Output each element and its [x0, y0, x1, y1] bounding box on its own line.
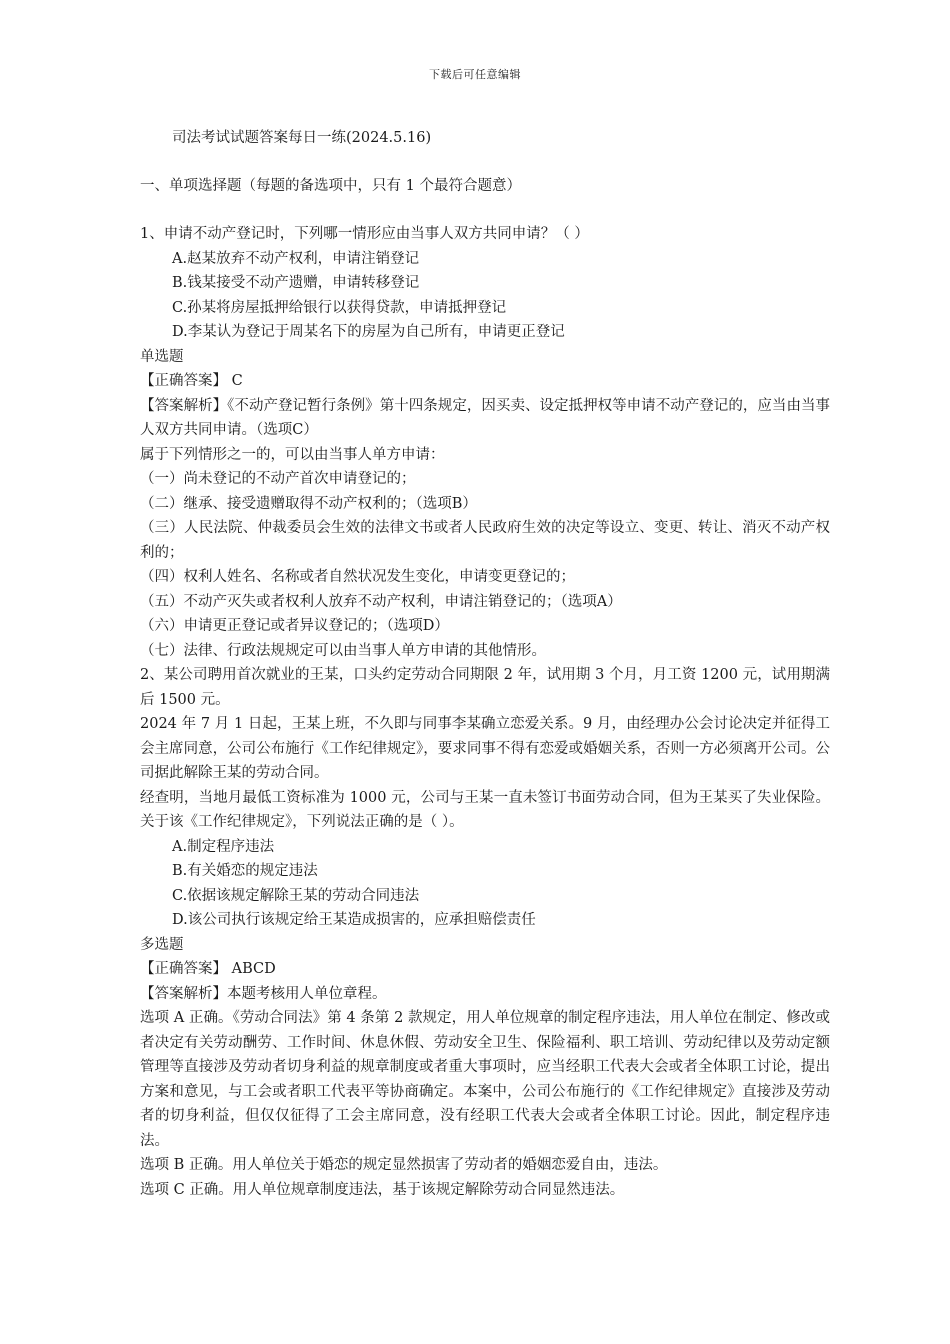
- document-title: 司法考试试题答案每日一练(2024.5.16): [172, 130, 432, 146]
- question-2-stem: 2、某公司聘用首次就业的王某，口头约定劳动合同期限 2 年，试用期 3 个月，月工资 1200 元，试用期满后 1500 元。: [140, 667, 830, 708]
- question-2-type: 多选题: [140, 936, 184, 953]
- question-2-stem: 2024 年 7 月 1 日起，王某上班，不久即与同事李某确立恋爱关系。9 月，由经理办公会讨论决定并征得工会主席同意，公司公布施行《工作纪律规定》，要求同事不得有恋爱或婚姻关系，否则一方必须离开公司。公司据此解除王某的劳动合同。: [140, 716, 830, 781]
- question-1-option-c: C.孙某将房屋抵押给银行以获得贷款，申请抵押登记: [172, 299, 507, 316]
- question-1: [140, 222, 830, 663]
- question-2-analysis: 【答案解析】本题考核用人单位章程。: [140, 985, 387, 1002]
- question-1-line: （三）人民法院、仲裁委员会生效的法律文书或者人民政府生效的决定等设立、变更、转让、消灭不动产权利的；: [140, 520, 830, 561]
- question-2-answer: 【正确答案】 ABCD: [140, 961, 276, 977]
- document-body: [140, 126, 830, 1202]
- header-note: 下载后可任意编辑: [429, 68, 521, 81]
- question-2-option-c: C.依据该规定解除王某的劳动合同违法: [172, 887, 420, 904]
- question-1-line: （二）继承、接受遗赠取得不动产权利的；（选项B）: [140, 495, 477, 512]
- question-1-option-a: A.赵某放弃不动产权利，申请注销登记: [172, 250, 420, 267]
- question-1-option-d: D.李某认为登记于周某名下的房屋为自己所有，申请更正登记: [172, 324, 565, 340]
- question-2-explanation: 选项 B 正确。用人单位关于婚恋的规定显然损害了劳动者的婚姻恋爱自由，违法。: [140, 1157, 668, 1173]
- question-2-stem: 经查明，当地月最低工资标准为 1000 元，公司与王某一直未签订书面劳动合同，但为王某买了失业保险。关于该《工作纪律规定》，下列说法正确的是（ ）。: [140, 789, 830, 830]
- question-1-type: 单选题: [140, 348, 184, 365]
- question-1-stem: 1、申请不动产登记时，下列哪一情形应由当事人双方共同申请？（ ）: [140, 226, 589, 242]
- question-2-explanation: 选项 A 正确。《劳动合同法》第 4 条第 2 款规定，用人单位规章的制定程序违法，用人单位在制定、修改或者决定有关劳动酬劳、工作时间、休息休假、劳动安全卫生、保险福利、职工培训、劳动纪律以及劳动定额管理等直接涉及劳动者切身利益的规章制度或者重大事项时，应当经职工代表大会或者全体职工讨论，提出方案和意见，与工会或者职工代表平等协商确定。本案中，公司公布施行的《工作纪律规定》直接涉及劳动者的切身利益，但仅仅征得了工会主席同意，没有经职工代表大会或者全体职工讨论。因此，制定程序违法。: [140, 1010, 830, 1149]
- question-2-option-a: A.制定程序违法: [172, 838, 275, 855]
- question-1-line: （四）权利人姓名、名称或者自然状况发生变化，申请变更登记的；: [140, 569, 575, 585]
- section-heading: 一、单项选择题（每题的备选项中，只有 1 个最符合题意）: [140, 178, 521, 194]
- question-1-answer: 【正确答案】 C: [140, 373, 243, 389]
- question-1-line: 属于下列情形之一的，可以由当事人单方申请：: [140, 446, 445, 463]
- question-2: [140, 663, 830, 1202]
- question-2-option-d: D.该公司执行该规定给王某造成损害的，应承担赔偿责任: [172, 912, 536, 928]
- question-1-line: （一）尚未登记的不动产首次申请登记的；: [140, 471, 416, 487]
- question-1-line: （七）法律、行政法规规定可以由当事人单方申请的其他情形。: [140, 642, 546, 659]
- question-2-explanation: 选项 C 正确。用人单位规章制度违法，基于该规定解除劳动合同显然违法。: [140, 1181, 625, 1198]
- question-1-analysis: 【答案解析】《不动产登记暂行条例》第十四条规定，因买卖、设定抵押权等申请不动产登记的，应当由当事人双方共同申请。（选项C）: [140, 397, 830, 438]
- question-2-option-b: B.有关婚恋的规定违法: [172, 863, 318, 879]
- question-1-line: （五）不动产灭失或者权利人放弃不动产权利，申请注销登记的；（选项A）: [140, 593, 622, 610]
- question-1-option-b: B.钱某接受不动产遗赠，申请转移登记: [172, 275, 420, 291]
- question-1-line: （六）申请更正登记或者异议登记的；（选项D）: [140, 618, 449, 634]
